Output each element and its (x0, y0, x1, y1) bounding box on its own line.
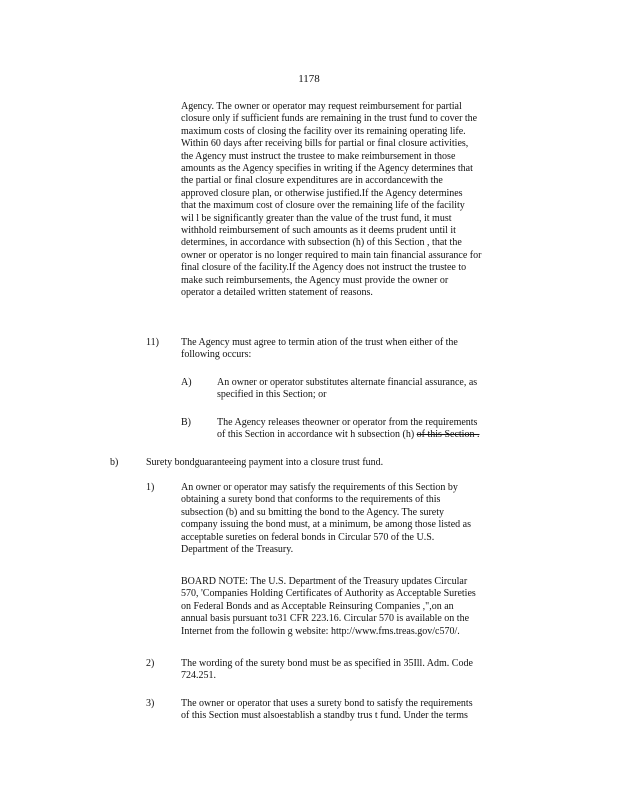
text-line: Internet from the followin g website: http://www.fms.treas.gov/c570/. (181, 625, 460, 637)
text-line: An owner or operator may satisfy the requirements of this Section by (181, 482, 458, 493)
item-11-text (181, 337, 513, 362)
text-line: final closure of the facility.If the Agency does not instruct the trustee to (181, 262, 467, 274)
text-line: determines, in accordance with subsection (h) of this Section , that the (181, 237, 462, 249)
section-b-heading: Surety bondguaranteeing payment into a closure trust fund. (146, 457, 384, 468)
item-a-label: A) (181, 377, 192, 388)
board-note (181, 576, 536, 638)
page-number: 1178 (298, 73, 320, 85)
text-line: obtaining a surety bond that conforms to the requirements of this (181, 494, 441, 506)
text-line: The Agency releases theowner or operator from the requirements (217, 417, 478, 428)
item-11-label: 11) (146, 337, 159, 348)
text-line: on Federal Bonds and as Acceptable Reinsuring Companies ,",on an (181, 600, 454, 612)
section-b-label: b) (110, 457, 119, 468)
struck-text: of this Section . (416, 429, 480, 441)
text-line: owner or operator is no longer required to main tain financial assurance for (181, 249, 482, 261)
text-line: subsection (b) and su bmitting the bond to the Agency. The surety (181, 506, 445, 518)
item-1-text (181, 482, 516, 556)
text-line: 570, 'Companies Holding Certificates of Authority as Acceptable Sureties (181, 588, 476, 600)
text-line: company issuing the bond must, at a minimum, be among those listed as (181, 519, 471, 531)
text-line: annual basis pursuant to31 CFR 223.16. Circular 570 is available on the (181, 613, 470, 625)
text-line: the Agency must instruct the trustee to make reimbursement in those (181, 150, 456, 162)
item-2-text (181, 658, 531, 683)
text-line: wil l be significantly greater than the value of the trust fund, it must (181, 212, 452, 224)
text-line: make such reimbursements, the Agency must provide the owner or (181, 274, 449, 286)
text-line: the partial or final closure expenditures are in accordancewith the (181, 175, 443, 187)
text-line: BOARD NOTE: The U.S. Department of the Treasury updates Circular (181, 576, 468, 587)
text-line: Department of the Treasury. (181, 544, 294, 556)
text-line: The wording of the surety bond must be as specified in 35Ill. Adm. Code (181, 658, 473, 669)
item-3-label: 3) (146, 698, 155, 709)
item-2-label: 2) (146, 658, 155, 669)
text-line: Within 60 days after receiving bills for partial or final closure activities, (181, 138, 469, 150)
text-segment: of this Section in accordance wit h subsection (h) (217, 429, 417, 441)
text-line: approved closure plan, or otherwise justified.If the Agency determines (181, 187, 463, 199)
item-b-text (217, 417, 519, 442)
item-a-text (217, 377, 530, 402)
text-line: acceptable sureties on federal bonds in Circular 570 of the U.S. (181, 531, 435, 543)
text-line: maximum costs of closing the facility over its remaining operating life. (181, 125, 466, 137)
item-3-text (181, 698, 521, 723)
text-line: specified in this Section; or (217, 389, 327, 401)
text-line: The owner or operator that uses a surety bond to satisfy the requirements (181, 698, 473, 709)
text-line: operator a detailed written statement of reasons. (181, 287, 373, 299)
text-line: following occurs: (181, 349, 252, 361)
text-line: withhold reimbursement of such amounts as it deems prudent until it (181, 225, 456, 237)
paragraph-reimbursement (181, 101, 537, 300)
text-line (217, 429, 519, 441)
text-line: closure only if sufficient funds are remaining in the trust fund to cover the (181, 113, 478, 125)
text-line: 724.251. (181, 670, 216, 682)
item-b-label: B) (181, 417, 191, 428)
text-line: The Agency must agree to termin ation of the trust when either of the (181, 337, 458, 348)
text-line: that the maximum cost of closure over the remaining life of the facility (181, 200, 465, 212)
text-line: amounts as the Agency specifies in writing if the Agency determines that (181, 163, 473, 175)
item-1-label: 1) (146, 482, 155, 493)
text-line: Agency. The owner or operator may request reimbursement for partial (181, 101, 462, 112)
text-line: of this Section must alsoestablish a standby trus t fund. Under the terms (181, 710, 468, 722)
text-line: An owner or operator substitutes alternate financial assurance, as (217, 377, 478, 388)
